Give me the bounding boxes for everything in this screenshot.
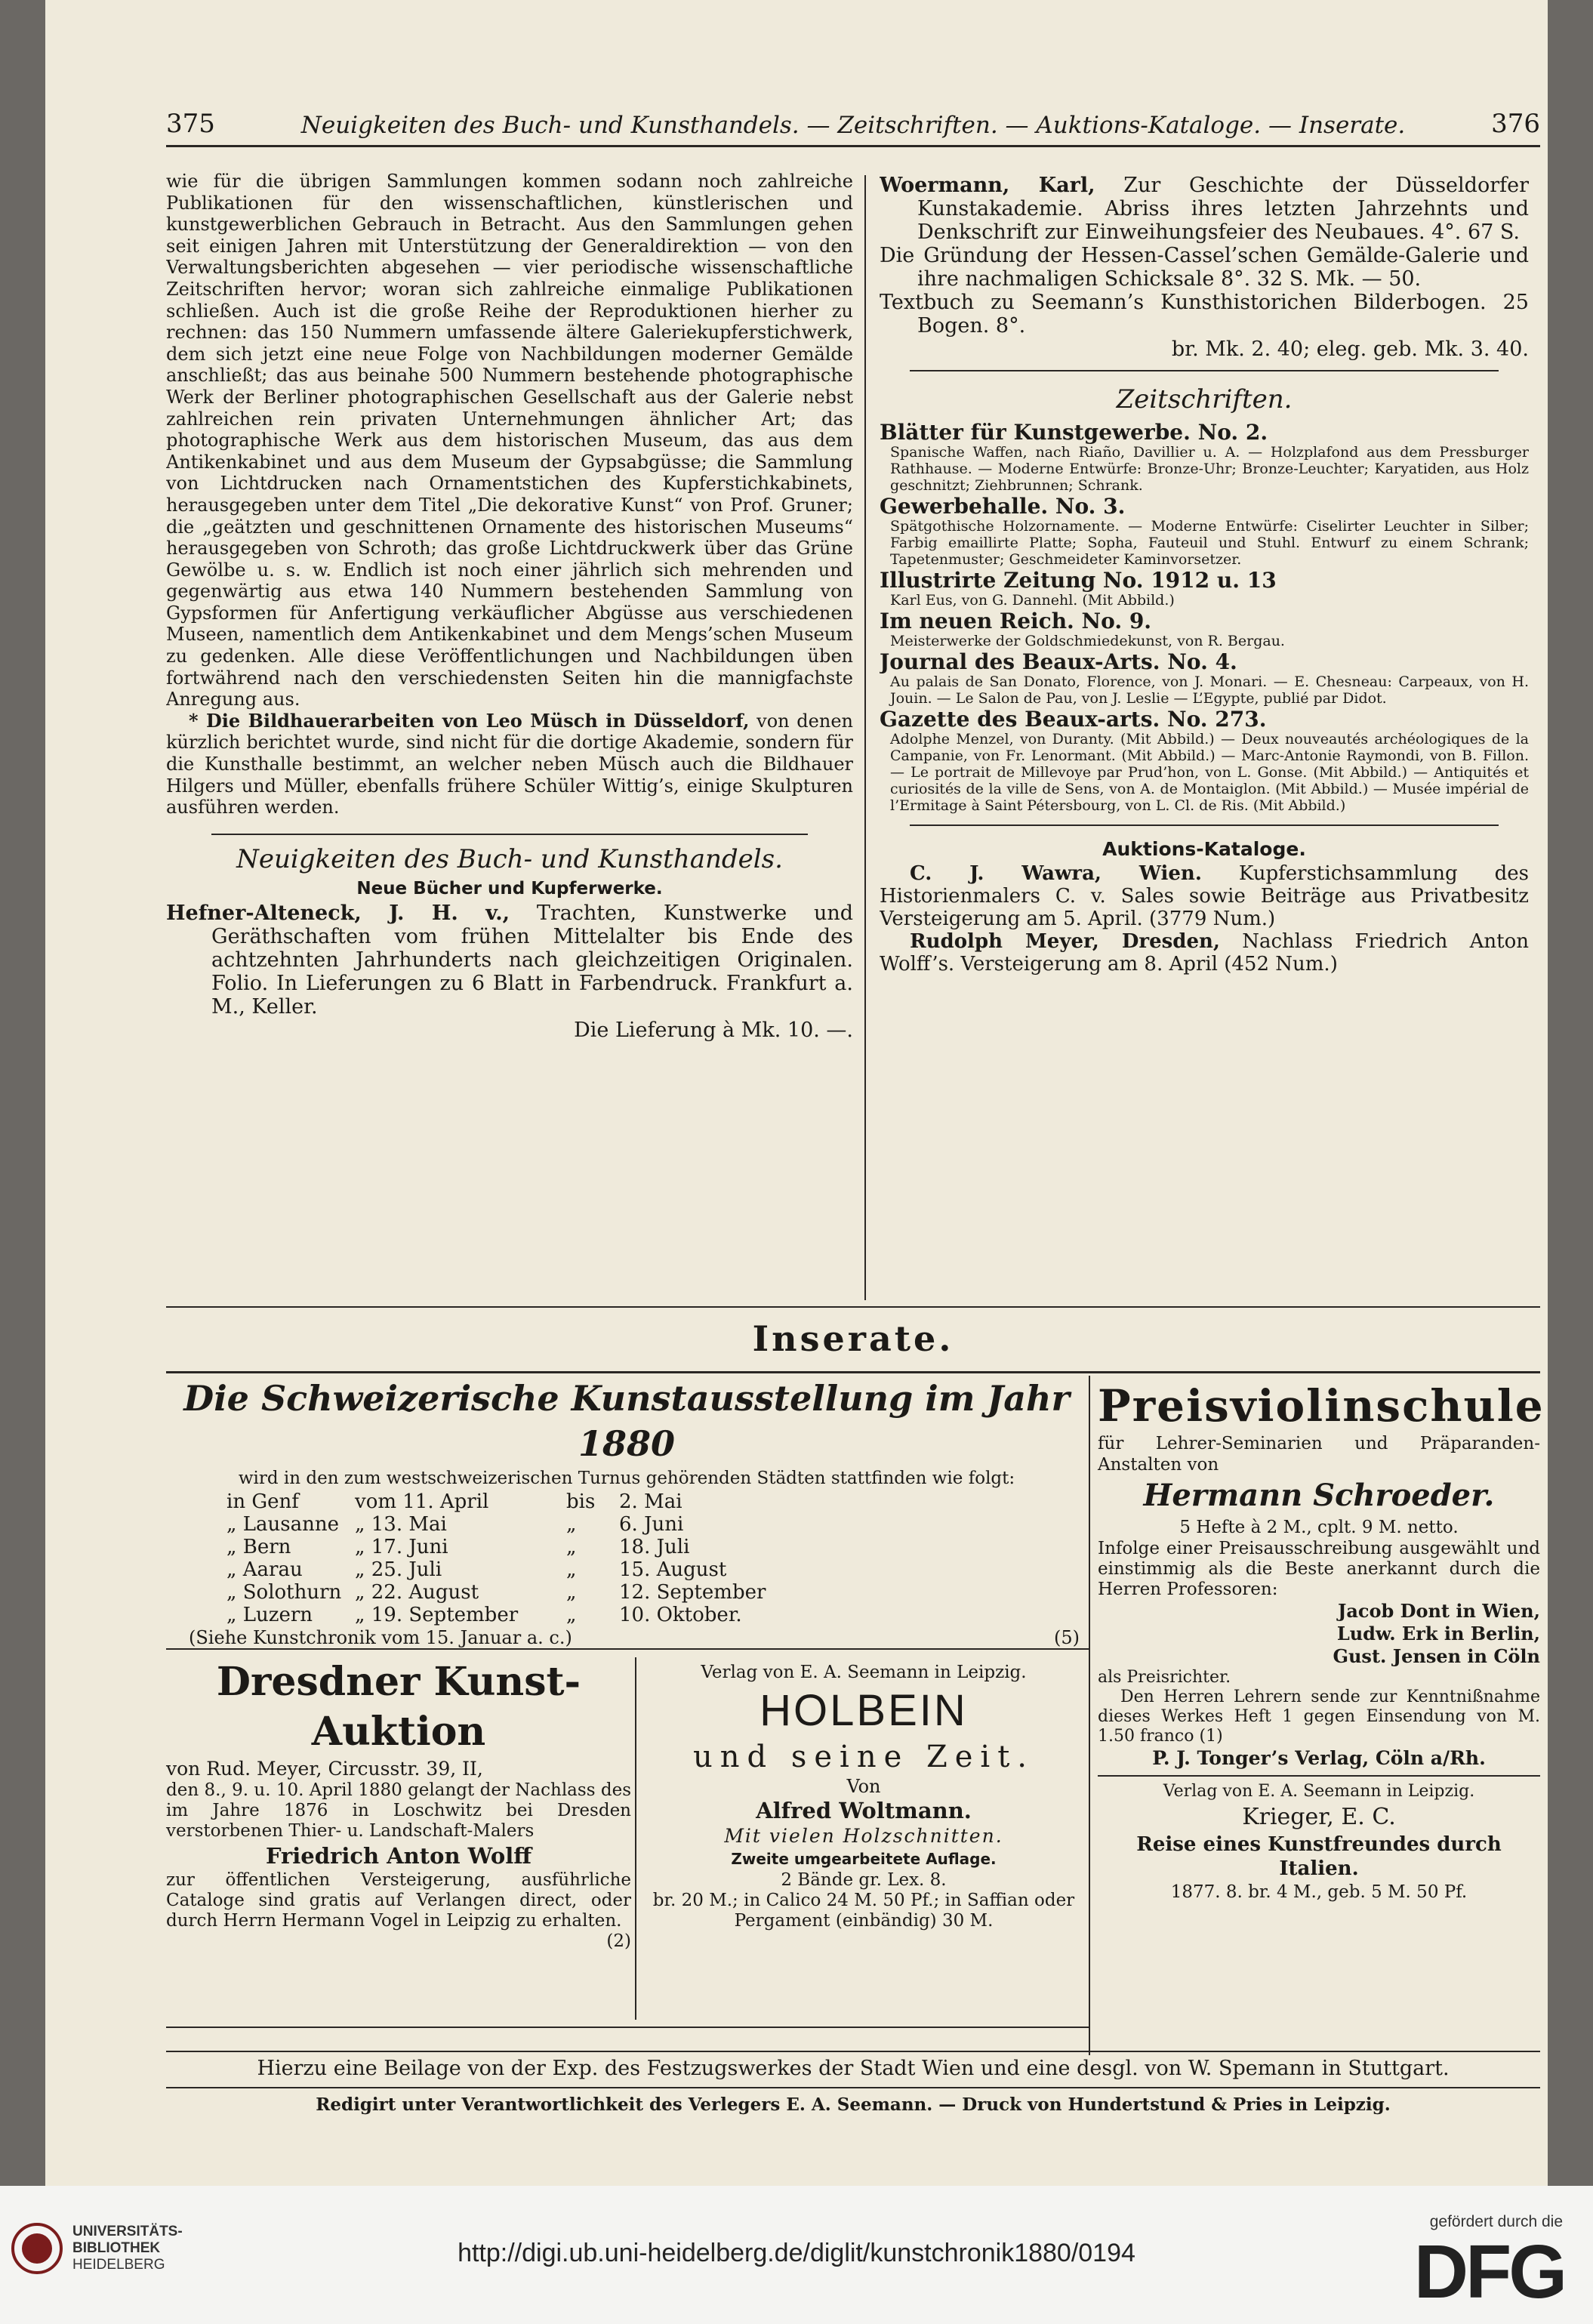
auction-house: C. J. Wawra, Wien. — [910, 862, 1202, 885]
ad-holbein-title: HOLBEIN — [760, 1686, 968, 1735]
schedule-until: „ — [566, 1536, 577, 1558]
schedule-from: „ 13. Mai — [355, 1513, 447, 1536]
journal-body: Au palais de San Donato, Florence, von J. Monari. — E. Chesneau: Carpeaux, von H. Jouin. — Le Salon de Pau, von J. Leslie — L’Egypte, publié par Didot. — [890, 673, 1529, 707]
schedule-row — [226, 1513, 773, 1536]
ad-schweiz-num: (5) — [1054, 1627, 1080, 1648]
schedule-to: 12. September — [619, 1581, 766, 1604]
ad-dresdner-name: Friedrich Anton Wolff — [265, 1843, 532, 1869]
ad-preisvioline-text: Infolge einer Preisausschreibung ausgewählt und einstimmig als die Beste anerkannt durch die Herren Professoren: — [1098, 1539, 1540, 1599]
journal-body: Meisterwerke der Goldschmiedekunst, von R. Bergau. — [890, 633, 1285, 649]
schedule-row — [226, 1604, 773, 1626]
inserate-top-rule — [166, 1306, 1540, 1308]
inserate-title: Inserate. — [752, 1318, 954, 1359]
section-title: Neuigkeiten des Buch- und Kunsthandels. — [236, 843, 783, 874]
ad-schweiz-note-row — [166, 1626, 1087, 1649]
zeitschriften-title: Zeitschriften. — [1116, 384, 1293, 415]
section-rule — [211, 834, 808, 835]
journal-body: Adolphe Menzel, von Duranty. (Mit Abbild.) — Deux nouveautés archéologiques de la Campanie, von Fr. Lenormant. (Mit Abbild.) — Marc-Antonie Raymondi, von B. Fillon. — Le portrait de Millevoye par Prud’hon, von L. Gonse. (Mit Abbild.) — Antiquités et curiosités de la ville de Sens, von A. de Montaiglon. (Mit Abbild.) — Musée impérial de l’Ermitage à Saint Pétersbourg, von L. Cl. de Ris. (Mit Abbild.) — [890, 731, 1529, 814]
ad-preisvioline-rule — [1098, 1775, 1540, 1777]
ad-preisvioline-price: 5 Hefte à 2 M., cplt. 9 M. netto. — [1179, 1518, 1459, 1537]
ad-dresdner-text1: den 8., 9. u. 10. April 1880 gelangt der Nachlass des im Jahre 1876 in Loschwitz bei Dresden verstorbenen Thier- u. Landschaft-Malers — [166, 1780, 631, 1841]
schedule-city: „ Aarau — [226, 1558, 303, 1581]
page-number-left: 375 — [166, 109, 215, 139]
article-paragraph: wie für die übrigen Sammlungen kommen sodann noch zahlreiche Publikationen für den wissenschaftlichen, künstlerischen und kunstgewerblichen Gebrauch in Betracht. Aus den Sammlungen gehen seit einigen Jahren mit Unterstützung der Generaldirektion — von den Verwaltungsberichten abgesehen — vier periodische wissenschaftliche Zeitschriften hervor; woran sich zahlreiche einmalige Publikationen schließen. Auch ist die große Reihe der Reproduktionen hierher zu rechnen: das 150 Nummern umfassende ältere Galeriekupferstichwerk, dem sich jetzt eine neue Folge von Nachbildungen moderner Gemälde anschließt; das aus beinahe 500 Nummern bestehende photographische Werk der Berliner photographischen Gesellschaft aus der Galerie nebst zahlreichen rein privaten Unternehmungen ähnlicher Art; das photographische Werk aus dem historischen Museum, das aus dem Antikenkabinet und aus dem Museum der Gypsabgüsse; die Sammlung von Lichtdrucken nach Ornamentstichen des Kupferstichkabinets, herausgegeben unter dem Titel „Die dekorative Kunst“ von Prof. Gruner; die „geätzten und geschnittenen Ornamente des historischen Museums“ herausgegeben von Schroth; das große Lichtdruckwerk über das Grüne Gewölbe u. s. w. Endlich ist noch einer jährlich sich mehrenden und gegenwärtig aus etwa 140 Nummern bestehenden Sammlung von Gypsformen für Anfertigung verkäuflicher Abgüsse aus verschiedenen Museen, namentlich dem Antikenkabinet und dem Mengs’schen Museum zu gedenken. Alle diese Veröffentlichungen und Nachbildungen üben fortwährend nach den verschiedensten Seiten hin die mannigfachste Anregung aus. — [166, 171, 853, 710]
journal-list — [880, 421, 1529, 814]
inserate-rule — [166, 1371, 1540, 1373]
ad-schweiz-rule — [166, 1648, 1089, 1650]
ad-dresdner-text2-body: zur öffentlichen Versteigerung, ausführliche Cataloge sind gratis auf Verlangen direct, oder durch Herrn Hermann Vogel in Leipzig zu erhalten. — [166, 1870, 631, 1931]
ad-dresdner-num: (2) — [606, 1931, 631, 1951]
ad-dresdner-line1: von Rud. Meyer, Circusstr. 39, II, — [166, 1758, 483, 1780]
schedule-city: „ Lausanne — [226, 1513, 339, 1536]
journal-title: Im neuen Reich. No. 9. — [880, 609, 1152, 633]
ad-preisvioline-title: Preisviolinschule — [1098, 1380, 1545, 1432]
auction-house: Rudolph Meyer, Dresden, — [910, 930, 1220, 953]
schedule-from: „ 17. Juni — [355, 1536, 448, 1558]
ad-holbein-price: br. 20 M.; in Calico 24 M. 50 Pf.; in Saffian oder Pergament (einbändig) 30 M. — [652, 1891, 1075, 1931]
right-book-entry: Die Gründung der Hessen-Cassel’schen Gemälde-Galerie und ihre nachmaligen Schicksale 8°. 32 S. Mk. — 50. — [880, 244, 1529, 291]
ad-holbein-auflage: Zweite umgearbeitete Auflage. — [731, 1850, 997, 1868]
impressum: Redigirt unter Verantwortlichkeit des Verlegers E. A. Seemann. — Druck von Hundertstund & Pries in Leipzig. — [316, 2094, 1391, 2115]
ad-krieger-author: Krieger, E. C. — [1242, 1804, 1396, 1830]
ad-dresdner-title: Dresdner Kunst-Auktion — [216, 1659, 581, 1755]
journal-title: Gewerbehalle. No. 3. — [880, 494, 1126, 519]
book-text: Trachten, Kunstwerke und Geräthschaften vom frühen Mittelalter bis Ende des achtzehnten Jahrhunderts nach gleichzeitigen Originalen. Folio. In Lieferungen zu 6 Blatt in Farbendruck. Frankfurt a. M., Keller. — [211, 901, 853, 1019]
journal-title: Illustrirte Zeitung No. 1912 u. 13 — [880, 568, 1277, 593]
schedule-row — [226, 1558, 773, 1581]
ad-dresdner-text2 — [166, 1870, 631, 1951]
page-header — [166, 106, 1540, 139]
running-title: Neuigkeiten des Buch- und Kunsthandels. — Zeitschriften. — Auktions-Kataloge. — Inserate. — [300, 112, 1406, 139]
journal-title: Gazette des Beaux-arts. No. 273. — [880, 707, 1267, 732]
funding-note: gefördert durch die — [1429, 2213, 1563, 2230]
auction-list — [880, 862, 1529, 976]
schedule-city: in Genf — [226, 1490, 299, 1513]
book-author: Hefner-Alteneck, J. H. v., — [166, 901, 510, 925]
ad-schweiz — [166, 1376, 1087, 1647]
journal-title: Journal des Beaux-Arts. No. 4. — [880, 649, 1237, 674]
ad-krieger-price: 1877. 8. br. 4 M., geb. 5 M. 50 Pf. — [1170, 1882, 1468, 1902]
auktions-title: Auktions-Kataloge. — [1102, 838, 1306, 860]
institution-line: UNIVERSITÄTS- — [72, 2224, 183, 2239]
schedule-city: „ Solothurn — [226, 1581, 342, 1604]
journal-entry — [880, 495, 1529, 568]
ad-preisvioline-author: Hermann Schroeder. — [1143, 1478, 1495, 1513]
viewer-footer — [0, 2186, 1593, 2324]
schedule-until: „ — [566, 1581, 577, 1604]
schedule-from: vom 11. April — [355, 1490, 489, 1513]
ad-preisvioline-judge: Ludw. Erk in Berlin, — [1336, 1623, 1540, 1644]
schedule-to: 2. Mai — [619, 1490, 682, 1513]
ad-preisvioline-judge: Gust. Jensen in Cöln — [1333, 1645, 1540, 1667]
schedule-table — [226, 1490, 773, 1626]
schedule-row — [226, 1536, 773, 1558]
schedule-until: „ — [566, 1604, 577, 1626]
document-url[interactable]: http://digi.ub.uni-heidelberg.de/diglit/kunstchronik1880/0194 — [458, 2239, 1135, 2267]
right-book-text: Zur Geschichte der Düsseldorfer Kunstakademie. Abriss ihres letzten Jahrzehnts und Denkschrift zur Einweihungsfeier des Neubaues. 4°. 67 S. — [917, 174, 1529, 244]
schedule-to: 15. August — [619, 1558, 727, 1581]
beilage-rule — [166, 2087, 1540, 2088]
schedule-to: 6. Juni — [619, 1513, 684, 1536]
schedule-city: „ Bern — [226, 1536, 291, 1558]
left-column — [166, 171, 853, 1303]
journal-body: Spanische Waffen, nach Riaño, Davillier u. A. — Holzplafond aus dem Pressburger Rathhause. — Moderne Entwürfe: Bronze-Uhr; Bronze-Leuchter; Karyatiden, aus Holz geschnitzt; Ziehbrunnen; Schrank. — [890, 444, 1529, 494]
right-book-entry — [880, 174, 1529, 244]
book-price: Die Lieferung à Mk. 10. —. — [574, 1018, 853, 1042]
right-book-entry: Textbuch zu Seemann’s Kunsthistorichen Bilderbogen. 25 Bogen. 8°. — [880, 291, 1529, 338]
schedule-to: 10. Oktober. — [619, 1604, 742, 1626]
schedule-from: „ 25. Juli — [355, 1558, 442, 1581]
journal-entry — [880, 569, 1529, 609]
journal-entry — [880, 651, 1529, 707]
right-book-list — [880, 174, 1529, 361]
journal-body: Spätgothische Holzornamente. — Moderne Entwürfe: Ciselirter Leuchter in Silber; Farbig emaillirte Platte; Sopha, Fauteuil und Stuhl. Entwurf zu einem Schrank; Tapetenmuster; Geschmeideter Kaminvorsetzer. — [890, 518, 1529, 568]
ad-schweiz-note: (Siehe Kunstchronik vom 15. Januar a. c.) — [189, 1627, 572, 1648]
ad-preisvioline-line1: für Lehrer-Seminarien und Präparanden-Anstalten von — [1098, 1434, 1540, 1475]
schedule-until: bis — [566, 1490, 596, 1513]
ads-bottom-rule — [166, 2027, 1089, 2028]
ad-divider-inner — [635, 1657, 636, 2020]
auction-entry — [880, 862, 1529, 930]
ad-holbein-von: Von — [846, 1776, 881, 1797]
ad-holbein — [642, 1661, 1086, 2016]
auktions-rule — [910, 824, 1499, 826]
auction-entry — [880, 930, 1529, 976]
ad-krieger-verlag: Verlag von E. A. Seemann in Leipzig. — [1163, 1782, 1475, 1801]
article-paragraph-2 — [166, 710, 853, 818]
schedule-city: „ Luzern — [226, 1604, 313, 1626]
schedule-until: „ — [566, 1558, 577, 1581]
institution-line: BIBLIOTHEK — [72, 2240, 161, 2256]
right-column — [880, 174, 1529, 1306]
ad-preisvioline — [1098, 1379, 1545, 2043]
ad-holbein-subtitle: und seine Zeit. — [692, 1740, 1035, 1774]
journal-entry — [880, 708, 1529, 814]
schedule-row — [226, 1581, 773, 1604]
schedule-until: „ — [566, 1513, 577, 1536]
schedule-from: „ 19. September — [355, 1604, 519, 1626]
schedule-row — [226, 1490, 773, 1513]
page-number-right: 376 — [1491, 109, 1540, 139]
journal-body: Karl Eus, von G. Dannehl. (Mit Abbild.) — [890, 592, 1175, 609]
ad-preisvioline-judges-tail: als Preisrichter. — [1098, 1668, 1231, 1687]
header-rule — [166, 145, 1540, 147]
article-lead: * Die Bildhauerarbeiten von Leo Müsch in Düsseldorf, — [189, 709, 750, 732]
beilage-top-rule — [166, 2051, 1540, 2052]
subsection-title: Neue Bücher und Kupferwerke. — [356, 878, 663, 898]
ad-preisvioline-offer — [1098, 1688, 1540, 1746]
ad-dresdner — [166, 1657, 631, 2020]
article-text: von denen kürzlich berichtet wurde, sind nicht für die dortige Akademie, sondern für die Kunsthalle bestimmt, an welcher neben Müsch auch die Bildhauer Hilgers und Müller, ebenfalls frühere Schüler Wittig’s, einige Skulpturen ausführen werden. — [166, 710, 853, 818]
schedule-from: „ 22. August — [355, 1581, 479, 1604]
ad-preisvioline-publisher: P. J. Tonger’s Verlag, Cöln a/Rh. — [1152, 1747, 1486, 1769]
ad-divider-vertical — [1089, 1376, 1090, 2055]
textbuch-price: br. Mk. 2. 40; eleg. geb. Mk. 3. 40. — [1171, 338, 1529, 361]
ad-schweiz-subtitle: wird in den zum westschweizerischen Turnus gehörenden Städten stattfinden wie folgt: — [238, 1469, 1015, 1488]
institution-line: HEIDELBERG — [72, 2257, 165, 2273]
book-entry — [166, 902, 853, 1019]
ad-holbein-author: Alfred Woltmann. — [756, 1798, 972, 1823]
ad-holbein-mit: Mit vielen Holzschnitten. — [724, 1825, 1003, 1847]
journal-title: Blätter für Kunstgewerbe. No. 2. — [880, 420, 1268, 445]
dfg-logo: DFG — [1413, 2230, 1564, 2314]
schedule-to: 18. Juli — [619, 1536, 690, 1558]
ad-preisvioline-offer-text: Den Herren Lehrern sende zur Kenntnißnahme dieses Werkes Heft 1 gegen Einsendung von M. 1.50 franco — [1098, 1688, 1540, 1746]
ad-schweiz-title: Die Schweizerische Kunstausstellung im Jahr 1880 — [183, 1378, 1070, 1464]
ad-holbein-verlag: Verlag von E. A. Seemann in Leipzig. — [701, 1663, 1027, 1682]
journal-entry — [880, 421, 1529, 494]
ad-krieger-title: Reise eines Kunstfreundes durch Italien. — [1136, 1833, 1502, 1880]
auction-text: Kupferstichsammlung des Historienmalers C. v. Sales sowie Beiträge aus Privatbesitz Versteigerung am 5. April. (3779 Num.) — [880, 862, 1529, 930]
zs-rule — [910, 370, 1499, 371]
beilage-note: Hierzu eine Beilage von der Exp. des Festzugswerkes der Stadt Wien und eine desgl. von W. Spemann in Stuttgart. — [257, 2057, 1450, 2080]
right-book-author: Woermann, Karl, — [880, 174, 1095, 197]
ad-preisvioline-judge: Jacob Dont in Wien, — [1337, 1600, 1540, 1622]
column-divider — [864, 175, 866, 1300]
journal-entry — [880, 610, 1529, 649]
scanned-page — [45, 0, 1548, 2186]
ad-holbein-baende: 2 Bände gr. Lex. 8. — [781, 1870, 947, 1890]
auction-text: Nachlass Friedrich Anton Wolff’s. Versteigerung am 8. April (452 Num.) — [880, 930, 1529, 976]
ad-preisvioline-offer-num: (1) — [1199, 1727, 1223, 1746]
